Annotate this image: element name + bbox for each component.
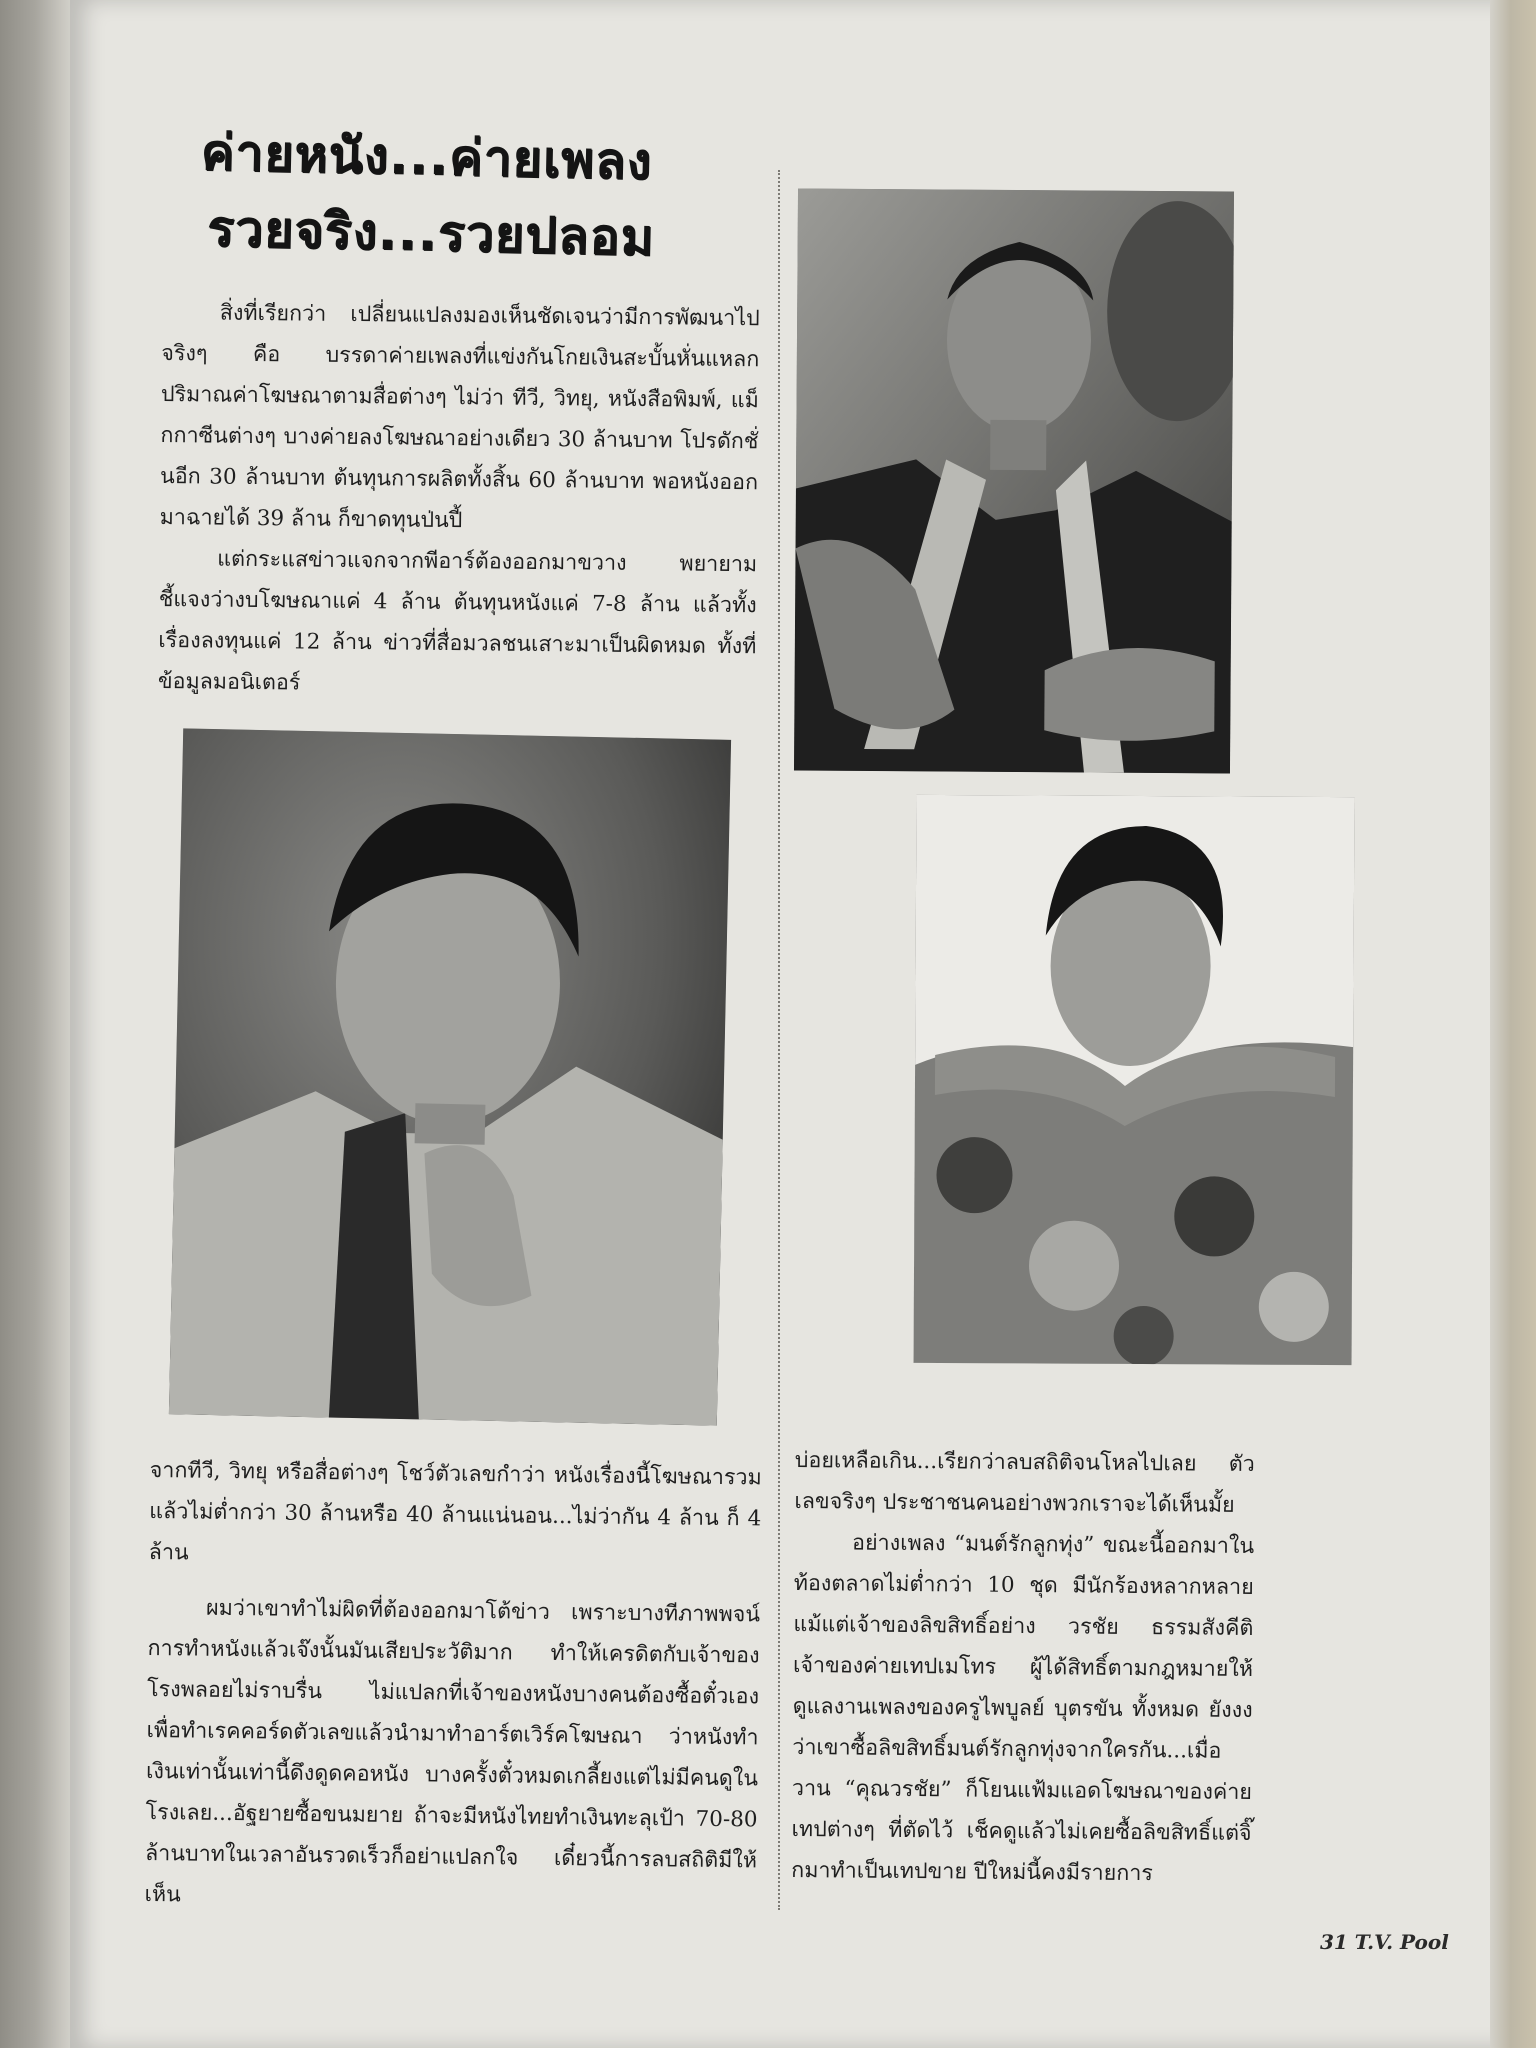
portrait-photo-floral-shirt bbox=[914, 795, 1355, 1365]
paragraph: แต่กระแสข่าวแจกจากพีอาร์ต้องออกมาขวาง พยายามชี้แจงว่างบโฆษณาแค่ 4 ล้าน ต้นทุนหนังแค่ 7-8 ล้าน แล้วทั้งเรื่องลงทุนแค่ 12 ล้าน ข่าวที่สื่อมวลชนเสาะมาเป็นผิดหมด ทั้งที่ข้อมูลมอนิเตอร์ bbox=[157, 546, 758, 696]
article-column-1 bbox=[158, 292, 760, 708]
headline-line-2: รวยจริง...รวยปลอม bbox=[206, 199, 656, 267]
article-headline bbox=[198, 114, 761, 278]
article-column-3 bbox=[144, 1450, 762, 1922]
portrait-photo-jacket bbox=[169, 728, 731, 1425]
paragraph: จากทีวี, วิทยุ หรือสื่อต่างๆ โชว์ตัวเลขกำว่า หนังเรื่องนี้โฆษณารวมแล้วไม่ต่ำกว่า 30 ล้านหรือ 40 ล้านแน่นอน...ไม่ว่ากัน 4 ล้าน ก็ 4 ล้าน bbox=[148, 1457, 762, 1566]
headline-line-1: ค่ายหนัง...ค่ายเพลง bbox=[200, 123, 653, 191]
portrait-photo-scarf bbox=[794, 188, 1234, 773]
book-spine bbox=[0, 0, 78, 2048]
paragraph: สิ่งที่เรียกว่า เปลี่ยนแปลงมองเห็นชัดเจนว่ามีการพัฒนาไปจริงๆ คือ บรรดาค่ายเพลงที่แข่งกันโกยเงินสะบั้นหั่นแหลก ปริมาณค่าโฆษณาตามสื่อต่างๆ ไม่ว่า ทีวี, วิทยุ, หนังสือพิมพ์, แม็กกาซีนต่างๆ บางค่ายลงโฆษณาอย่างเดียว 30 ล้านบาท โปรดักชั่นอีก 30 ล้านบาท ต้นทุนการผลิตทั้งสิ้น 60 ล้านบาท พอหนังออกมาฉายได้ 39 ล้าน ก็ขาดทุนป่นปี้ bbox=[159, 300, 760, 534]
paragraph: บ่อยเหลือเกิน...เรียกว่าลบสถิติจนโหลไปเลย ตัวเลขจริงๆ ประชาชนคนอย่างพวกเราจะได้เห็นมั้ย bbox=[794, 1447, 1255, 1518]
page-folio: 31 T.V. Pool bbox=[1320, 1930, 1449, 1954]
column-divider bbox=[778, 170, 780, 1910]
page-edge bbox=[1490, 0, 1536, 2048]
paragraph: ผมว่าเขาทำไม่ผิดที่ต้องออกมาโต้ข่าว เพราะบางทีภาพพจน์การทำหนังแล้วเจ๊งนั้นมันเสียประวัติมาก ทำให้เครดิตกับเจ้าของโรงพลอยไม่ราบรื่น ไม่แปลกที่เจ้าของหนังบางคนต้องซื้อตั๋วเอง เพื่อทำเรคคอร์ดตัวเลขแล้วนำมาทำอาร์ตเวิร์คโฆษณา ว่าหนังทำเงินเท่านั้นเท่านี้ดึงดูดคอหนัง บางครั้งตั๋วหมดเกลี้ยงแต่ไม่มีคนดูในโรงเลย...อัฐยายซื้อขนมยาย ถ้าจะมีหนังไทยทำเงินทะลุเป้า 70-80 ล้านบาทในเวลาอันรวดเร็วก็อย่าแปลกใจ เดี๋ยวนี้การลบสถิติมีให้เห็น bbox=[144, 1595, 761, 1908]
article-column-4 bbox=[791, 1440, 1255, 1895]
paragraph: อย่างเพลง “มนต์รักลูกทุ่ง” ขณะนี้ออกมาในท้องตลาดไม่ต่ำกว่า 10 ชุด มีนักร้องหลากหลาย แม้แต่เจ้าของลิขสิทธิ์อย่าง วรชัย ธรรมสังคีติ เจ้าของค่ายเทปเมโทร ผู้ได้สิทธิ์ตามกฎหมายให้ดูแลงานเพลงของครูไพบูลย์ บุตรขัน ทั้งหมด ยังงงว่าเขาซื้อลิขสิทธิ์มนต์รักลูกทุ่งจากใครกัน...เมื่อวาน “คุณวรชัย” ก็โยนแฟ้มแอดโฆษณาของค่ายเทปต่างๆ ที่ตัดไว้ เช็คดูแล้วไม่เคยซื้อลิขสิทธิ์แต่จิ๊กมาทำเป็นเทปขาย ปีใหม่นี้คงมีรายการ bbox=[791, 1530, 1255, 1887]
